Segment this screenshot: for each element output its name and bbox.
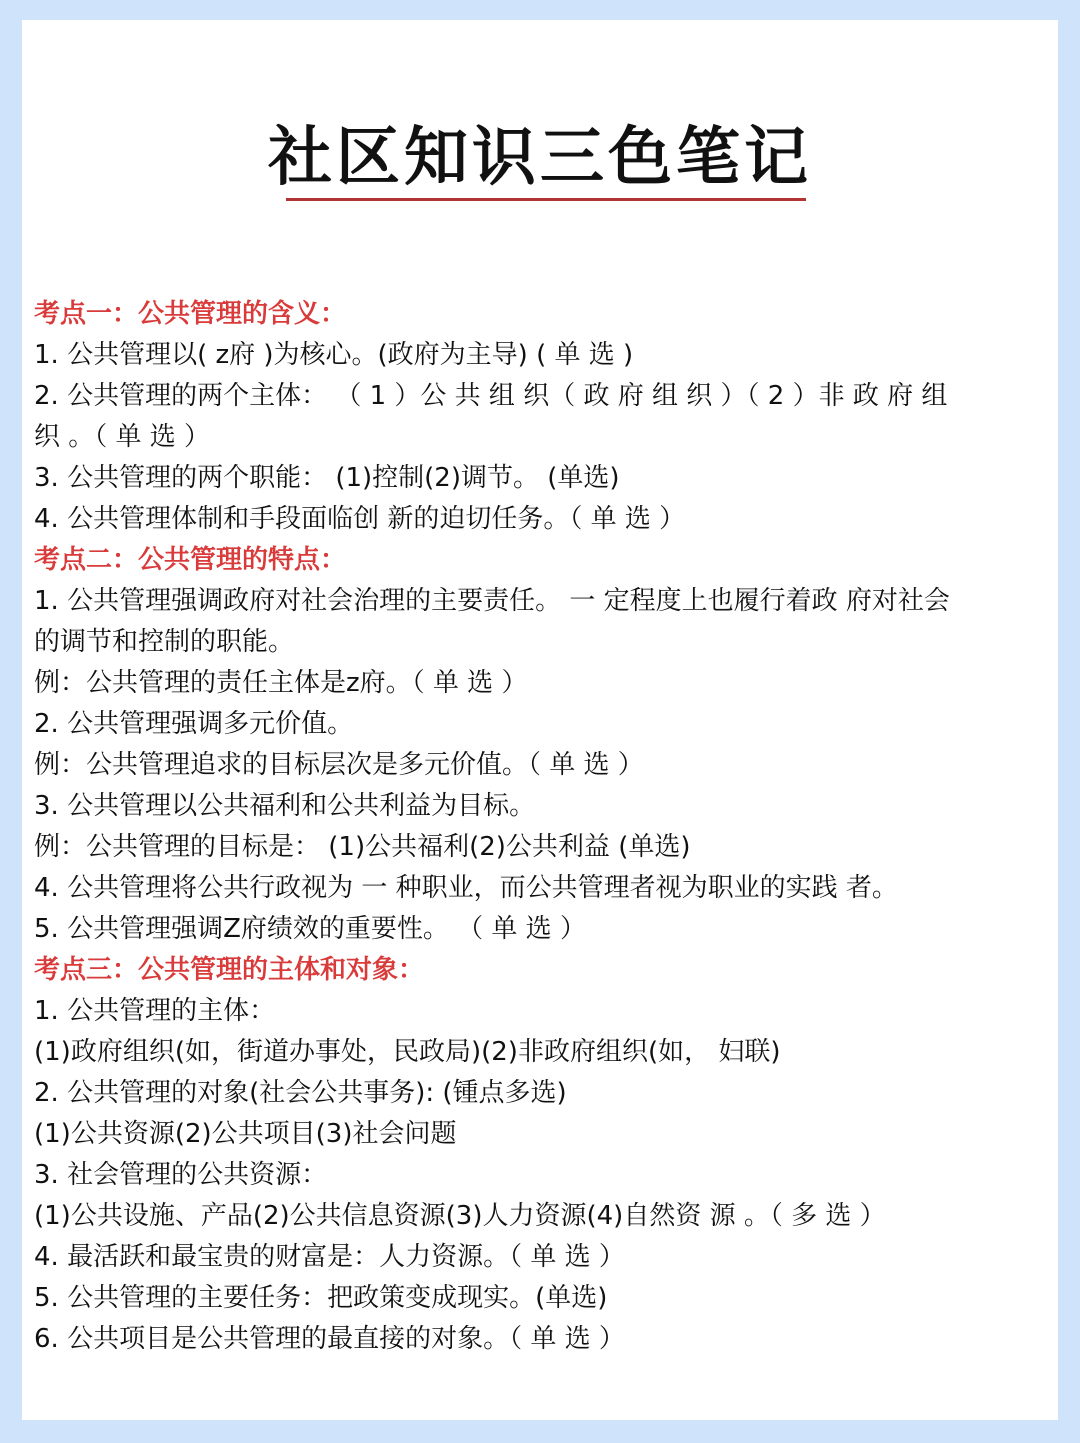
note-line: 1. 公共管理强调政府对社会治理的主要责任。 一 定程度上也履行着政 府对社会 bbox=[34, 586, 950, 616]
note-line: 1. 公共管理的主体： bbox=[34, 996, 276, 1026]
note-line: 2. 公共管理的对象(社会公共事务): (锺点多选) bbox=[34, 1078, 567, 1108]
note-line: 1. 公共管理以( z府 )为核心。(政府为主导) ( 单 选 ) bbox=[34, 340, 634, 370]
note-line: 4. 公共管理将公共行政视为 一 种职业，而公共管理者视为职业的实践 者。 bbox=[34, 873, 898, 903]
section-heading: 考点三：公共管理的主体和对象： bbox=[34, 955, 425, 985]
note-line: 2. 公共管理强调多元价值。 bbox=[34, 709, 354, 739]
note-content bbox=[34, 294, 1058, 1360]
note-card bbox=[22, 20, 1058, 1420]
note-line: 的调节和控制的职能。 bbox=[34, 627, 295, 657]
note-line: 5. 公共管理强调Z府绩效的重要性。 （ 单 选 ） bbox=[34, 914, 586, 944]
note-line: 4. 最活跃和最宝贵的财富是：人力资源。（ 单 选 ） bbox=[34, 1242, 625, 1272]
note-line: 3. 公共管理的两个职能： (1)控制(2)调节。 (单选) bbox=[34, 463, 620, 493]
note-line: 4. 公共管理体制和手段面临创 新的迫切任务。（ 单 选 ） bbox=[34, 504, 686, 534]
note-line: 3. 公共管理以公共福利和公共利益为目标。 bbox=[34, 791, 536, 821]
note-line: (1)政府组织(如，街道办事处，民政局)(2)非政府组织(如， 妇联) bbox=[34, 1037, 781, 1067]
page-title: 社区知识三色笔记 bbox=[268, 121, 812, 195]
section-heading: 考点二：公共管理的特点： bbox=[34, 545, 347, 575]
note-line: 3. 社会管理的公共资源： bbox=[34, 1160, 328, 1190]
note-line: 6. 公共项目是公共管理的最直接的对象。（ 单 选 ） bbox=[34, 1324, 625, 1354]
note-line: 例：公共管理的责任主体是z府。（ 单 选 ） bbox=[34, 668, 528, 698]
note-line: (1)公共设施、产品(2)公共信息资源(3)人力资源(4)自然资 源 。（ 多 选 ） bbox=[34, 1201, 886, 1231]
note-line: (1)公共资源(2)公共项目(3)社会问题 bbox=[34, 1119, 457, 1149]
title-underline bbox=[286, 198, 806, 201]
note-line: 例：公共管理追求的目标层次是多元价值。（ 单 选 ） bbox=[34, 750, 644, 780]
section-heading: 考点一：公共管理的含义： bbox=[34, 299, 347, 329]
note-line: 织 。（ 单 选 ） bbox=[34, 422, 211, 452]
note-line: 5. 公共管理的主要任务：把政策变成现实。(单选) bbox=[34, 1283, 608, 1313]
note-line: 例：公共管理的目标是： (1)公共福利(2)公共利益 (单选) bbox=[34, 832, 691, 862]
note-line: 2. 公共管理的两个主体： （ 1 ）公 共 组 织（ 政 府 组 织 ）（ 2 ）非 政 府 组 bbox=[34, 381, 948, 411]
